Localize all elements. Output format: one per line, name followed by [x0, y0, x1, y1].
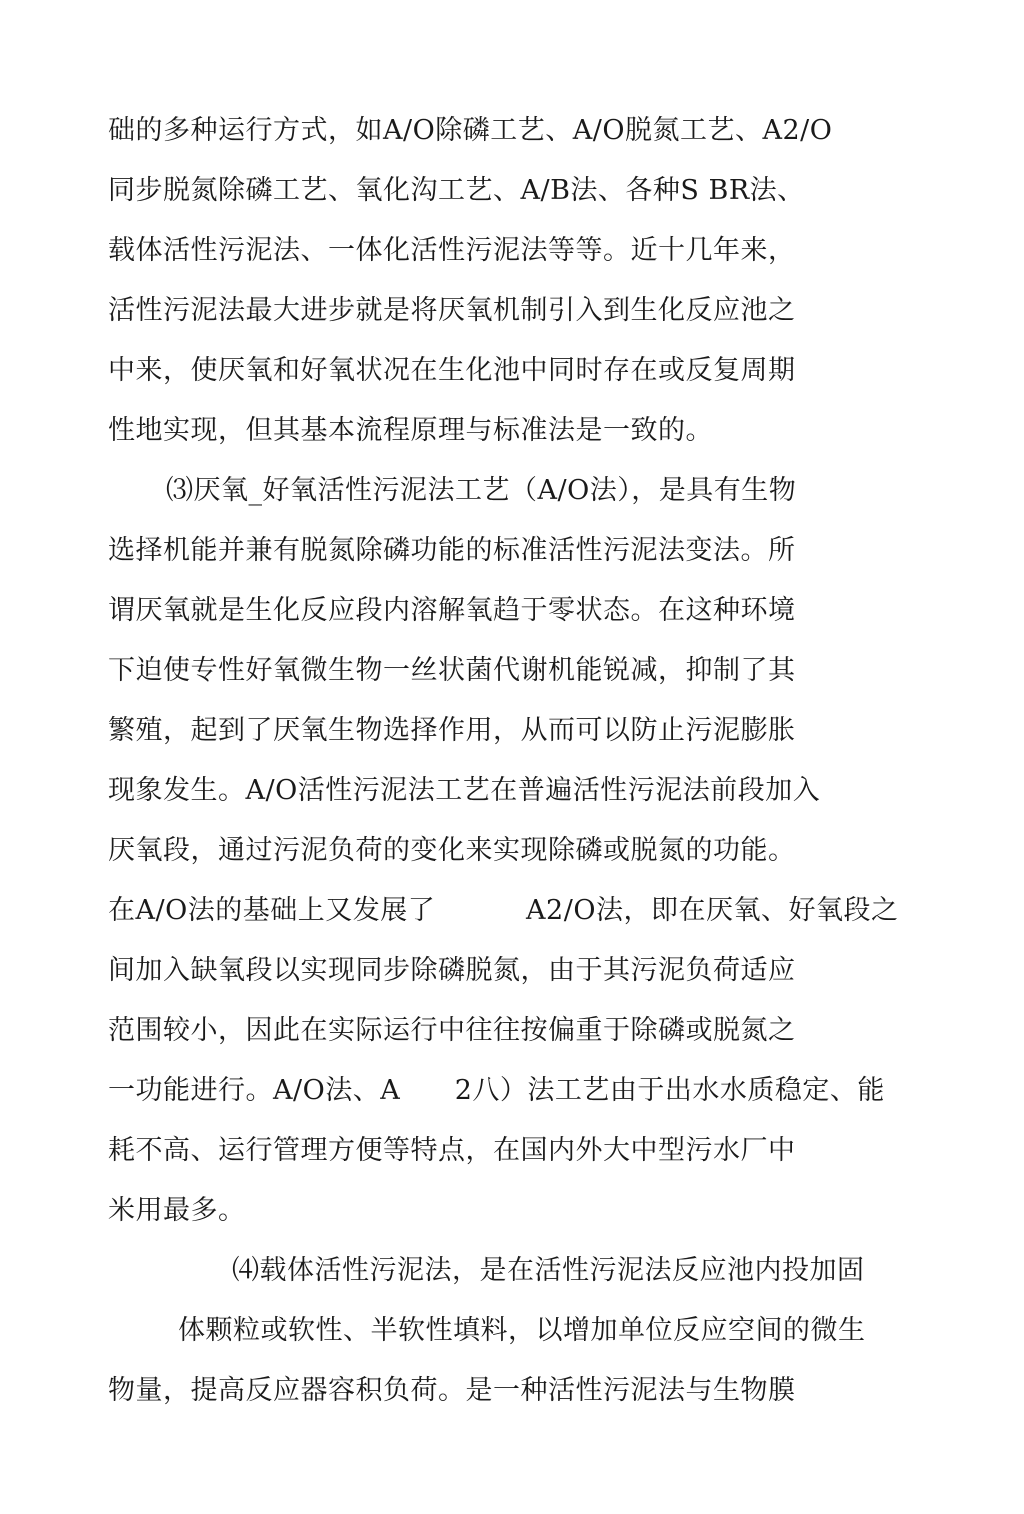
text-line: 性地实现，但其基本流程原理与标准法是一致的。 — [108, 415, 713, 446]
paragraph-heading-4: ⑷载体活性污泥法，是在活性污泥法反应池内投加固 — [232, 1255, 865, 1286]
text-line: 体颗粒或软性、半软性填料，以增加单位反应空间的微生 — [178, 1315, 866, 1346]
text-line: 现象发生。A/O活性污泥法工艺在普遍活性污泥法前段加入 — [108, 775, 821, 806]
text-line: 谓厌氧就是生化反应段内溶解氧趋于零状态。在这种环境 — [108, 595, 796, 626]
text-line: 繁殖，起到了厌氧生物选择作用，从而可以防止污泥膨胀 — [108, 715, 796, 746]
text-line: 范围较小，因此在实际运行中往往按偏重于除磷或脱氮之 — [108, 1015, 796, 1046]
text-line: 中来，使厌氧和好氧状况在生化池中同时存在或反复周期 — [108, 355, 796, 386]
text-line: 米用最多。 — [108, 1195, 246, 1226]
text-line: 下迫使专性好氧微生物一丝状菌代谢机能锐减，抑制了其 — [108, 655, 796, 686]
text-line: 物量，提高反应器容积负荷。是一种活性污泥法与生物膜 — [108, 1375, 796, 1406]
text-line: 活性污泥法最大进步就是将厌氧机制引入到生化反应池之 — [108, 295, 796, 326]
text-line: 选择机能并兼有脱氮除磷功能的标准活性污泥法变法。所 — [108, 535, 796, 566]
text-line: 耗不高、运行管理方便等特点，在国内外大中型污水厂中 — [108, 1135, 796, 1166]
text-line: 一功能进行。A/O法、A 2八）法工艺由于出水水质稳定、能 — [108, 1075, 885, 1106]
text-line: 厌氧段，通过污泥负荷的变化来实现除磷或脱氮的功能。 — [108, 835, 796, 866]
paragraph-heading-3: ⑶厌氧_好氧活性污泥法工艺（A/O法），是具有生物 — [166, 475, 797, 506]
text-line: 载体活性污泥法、一体化活性污泥法等等。近十几年来， — [108, 235, 796, 266]
text-line: 同步脱氮除磷工艺、氧化沟工艺、A/B法、各种S BR法、 — [108, 175, 805, 206]
text-line: 础的多种运行方式，如A/O除磷工艺、A/O脱氮工艺、A2/O — [108, 115, 833, 146]
text-line: 间加入缺氧段以实现同步除磷脱氮，由于其污泥负荷适应 — [108, 955, 796, 986]
text-line: 在A/O法的基础上又发展了 A2/O法，即在厌氧、好氧段之 — [108, 895, 899, 926]
